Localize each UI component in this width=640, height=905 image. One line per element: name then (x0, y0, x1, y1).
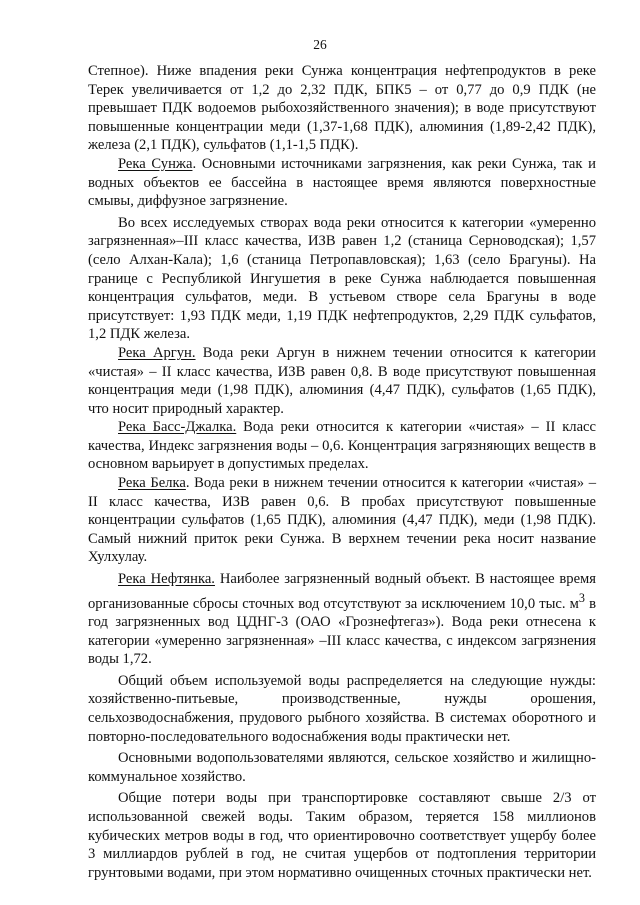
paragraph-text: Общий объем используемой воды распределяется на следующие нужды: хозяйственно-питьевые, производственные, нужды орошения, сельхозводоснабжения, прудового рыбного хозяйства. В системах оборотного и повторно-последовательного водоснабжения воды практически нет. (88, 672, 596, 745)
paragraph-terek-continuation (88, 62, 596, 155)
paragraph-water-losses (88, 789, 596, 882)
paragraph-neftyanka (88, 570, 596, 669)
river-heading-argun: Река Аргун. (118, 344, 196, 361)
paragraph-bass-dzhalka (88, 418, 596, 474)
river-heading-bass-dzhalka: Река Басс-Джалка. (118, 419, 237, 436)
paragraph-text: . Основными источниками загрязнения, как реки Сунжа, так и водных объектов ее бассейна в настоящее время являются поверхностные смывы, диффузное загрязнение. (88, 155, 596, 210)
paragraph-text: Основными водопользователями являются, сельское хозяйство и жилищно-коммунальное хозяйство. (88, 750, 596, 785)
river-heading-sunzha: Река Сунжа (118, 155, 193, 172)
paragraph-argun (88, 344, 596, 418)
paragraph-sunzha (88, 155, 596, 211)
paragraph-sunzha-monitoring (88, 214, 596, 344)
paragraph-text: в год загрязненных вод ЦДНГ-3 (ОАО «Грознефтегаз»). Вода реки отнесена к категории «умеренно загрязненная» –III класс качества, с индексом загрязнения воды 1,72. (88, 595, 596, 668)
river-heading-belka: Река Белка (118, 475, 186, 492)
page-body (88, 62, 596, 882)
paragraph-text: Общие потери воды при транспортировке составляют свыше 2/3 от использованной свежей воды. Таким образом, теряется 158 миллионов кубических метров воды в год, что ориентировочно соответствует ущербу более 3 миллиардов рублей в год, не считая ущербов от подтопления территории грунтовыми водами, при этом нормативно очищенных сточных практически нет. (88, 790, 596, 881)
paragraph-text: Степное). Ниже впадения реки Сунжа концентрация нефтепродуктов в реке Терек увеличивается от 1,2 до 2,32 ПДК, БПК5 – от 0,77 до 0,9 ПДК (не превышает ПДК водоемов рыбохозяйственного значения); в воде присутствуют повышенные концентрации меди (1,37-1,68 ПДК), алюминия (1,89-2,42 ПДК), железа (2,1 ПДК), сульфатов (1,1-1,5 ПДК). (88, 63, 596, 154)
paragraph-text: Вода реки относится к категории «чистая» – II класс качества, Индекс загрязнения воды – 0,6. Концентрация загрязняющих веществ в основном варьирует в допустимых пределах. (88, 419, 597, 473)
paragraph-water-use (88, 672, 596, 746)
paragraph-belka (88, 474, 596, 567)
paragraph-text: Наиболее загрязненный водный объект. В настоящее время организованные сбросы сточных вод отсутствуют за исключением 10,0 тыс. м (88, 571, 597, 612)
paragraph-text: Вода реки Аргун в нижнем течении относится к категории «чистая» – II класс качества, ИЗВ равен 0,8. В воде присутствуют повышенная концентрация меди (1,98 ПДК), алюминия (4,47 ПДК), сульфатов (1,65 ПДК), что носит природный характер. (88, 344, 596, 417)
river-heading-neftyanka: Река Нефтянка. (118, 571, 215, 588)
paragraph-water-users (88, 749, 596, 786)
cubic-unit-superscript: 3 (578, 590, 585, 605)
page-number: 26 (313, 37, 327, 52)
paragraph-text: . Вода реки в нижнем течении относится к категории «чистая» – II класс качества, ИЗВ равен 0,6. В пробах присутствуют повышенные концентрации сульфатов (1,65 ПДК), алюминия (4,47 ПДК), меди (1,98 ПДК). Самый нижний приток реки Сунжа. В верхнем течении река носит название Хулхулау. (88, 475, 596, 566)
paragraph-text: Во всех исследуемых створах вода реки относится к категории «умеренно загрязненная»–III класс качества, ИЗВ равен 1,2 (станица Серноводская); 1,57 (село Алхан-Кала); 1,6 (станица Петропавловская); 1,63 (село Брагуны). На границе с Республикой Ингушетия в реке Сунжа наблюдается повышенная концентрация сульфатов, меди. В устьевом створе села Брагуны в воде присутствует: 1,93 ПДК меди, 1,19 ПДК нефтепродуктов, 2,29 ПДК сульфатов, 1,2 ПДК железа. (88, 214, 596, 343)
